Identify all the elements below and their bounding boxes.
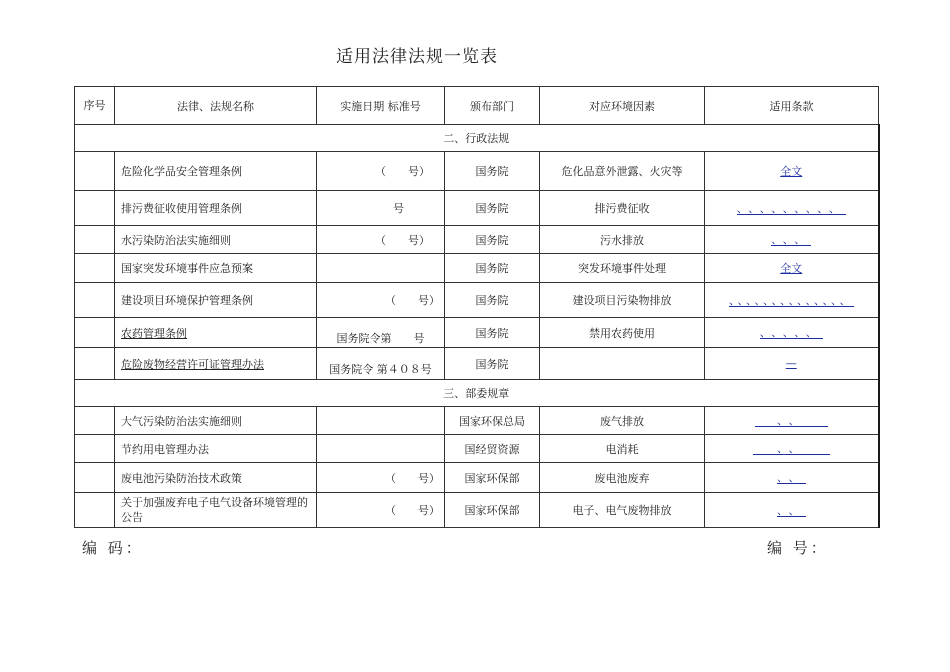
clause-cell[interactable] [705, 493, 879, 528]
factor-cell: 废电池废弃 [540, 463, 705, 493]
name-cell: 农药管理条例 [115, 318, 317, 348]
name-cell: 关于加强废弃电子电气设备环境管理的公告 [115, 493, 317, 528]
header-name: 法律、法规名称 [115, 87, 317, 125]
date-text: 国务院令第 号 [336, 331, 425, 345]
factor-cell: 电消耗 [540, 435, 705, 463]
clause-cell[interactable] [705, 226, 879, 254]
dept-cell: 国经贸资源 [445, 435, 540, 463]
name-cell: 水污染防治法实施细则 [115, 226, 317, 254]
seq-cell [75, 226, 115, 254]
clause-cell[interactable] [705, 152, 879, 191]
clause-link[interactable]: 、、、、、、、、、、、、、、 [729, 293, 854, 307]
name-cell: 危险化学品安全管理条例 [115, 152, 317, 191]
clause-link[interactable]: 、、、 [771, 233, 812, 246]
section-title: 二、行政法规 [75, 125, 879, 152]
section-row-admin [75, 125, 879, 152]
clause-cell[interactable] [705, 407, 879, 435]
table-row [75, 407, 879, 435]
header-clause: 适用条款 [705, 87, 879, 125]
table-row [75, 226, 879, 254]
header-factor: 对应环境因素 [540, 87, 705, 125]
seq-cell [75, 318, 115, 348]
dept-cell: 国务院 [445, 152, 540, 191]
name-cell: 危险废物经营许可证管理办法 [115, 348, 317, 380]
section-row-ministry [75, 380, 879, 407]
factor-cell: 废气排放 [540, 407, 705, 435]
name-cell: 排污费征收使用管理条例 [115, 191, 317, 226]
date-text: 国务院令 第４０８号 [329, 362, 432, 376]
seq-cell [75, 407, 115, 435]
clause-link[interactable]: 、、、、、 [759, 326, 823, 339]
clause-link[interactable]: 全文 [780, 262, 803, 275]
date-cell: （ 号） [317, 283, 445, 318]
seq-cell [75, 493, 115, 528]
table-row [75, 283, 879, 318]
header-dept: 颁布部门 [445, 87, 540, 125]
clause-link[interactable]: 、、 [777, 471, 806, 484]
factor-cell: 建设项目污染物排放 [540, 283, 705, 318]
clause-link[interactable]: — [785, 357, 797, 370]
clause-link[interactable]: 、、 [755, 416, 828, 427]
table-row [75, 318, 879, 348]
section-title: 三、部委规章 [75, 380, 879, 407]
name-cell: 大气污染防治法实施细则 [115, 407, 317, 435]
clause-cell[interactable] [705, 463, 879, 493]
clause-cell[interactable] [705, 318, 879, 348]
clause-cell[interactable] [705, 254, 879, 283]
table-row [75, 152, 879, 191]
clause-cell[interactable] [705, 348, 879, 380]
page-title: 适用法律法规一览表 [336, 47, 498, 67]
name-cell: 国家突发环境事件应急预案 [115, 254, 317, 283]
date-cell: （ 号） [317, 463, 445, 493]
table-row [75, 463, 879, 493]
date-cell [317, 254, 445, 283]
factor-cell: 突发环境事件处理 [540, 254, 705, 283]
date-cell [317, 407, 445, 435]
table-row [75, 254, 879, 283]
table-row [75, 493, 879, 528]
clause-link[interactable]: 、、、、、、、、、 [736, 201, 846, 215]
header-seq: 序号 [75, 87, 115, 125]
factor-cell: 污水排放 [540, 226, 705, 254]
factor-cell: 电子、电气废物排放 [540, 493, 705, 528]
date-cell [317, 348, 445, 380]
dept-cell: 国务院 [445, 318, 540, 348]
seq-cell [75, 348, 115, 380]
date-cell [317, 318, 445, 348]
dept-cell: 国务院 [445, 348, 540, 380]
dept-cell: 国家环保部 [445, 493, 540, 528]
factor-cell [540, 348, 705, 380]
name-cell: 节约用电管理办法 [115, 435, 317, 463]
clause-cell[interactable] [705, 191, 879, 226]
clause-cell[interactable] [705, 435, 879, 463]
table-row [75, 191, 879, 226]
factor-cell: 排污费征收 [540, 191, 705, 226]
table-row [75, 348, 879, 380]
seq-cell [75, 152, 115, 191]
date-cell [317, 435, 445, 463]
seq-cell [75, 283, 115, 318]
name-cell: 建设项目环境保护管理条例 [115, 283, 317, 318]
seq-cell [75, 191, 115, 226]
table-row [75, 435, 879, 463]
factor-cell: 禁用农药使用 [540, 318, 705, 348]
seq-cell [75, 254, 115, 283]
dept-cell: 国务院 [445, 254, 540, 283]
header-date: 实施日期 标准号 [317, 87, 445, 125]
footer-code-label: 编 码： [82, 539, 144, 557]
factor-cell: 危化品意外泄露、火灾等 [540, 152, 705, 191]
footer-number-label: 编 号： [767, 539, 829, 557]
clause-link[interactable]: 、、 [777, 503, 806, 517]
date-cell: （ 号） [317, 152, 445, 191]
dept-cell: 国务院 [445, 283, 540, 318]
date-cell: （ 号） [317, 226, 445, 254]
dept-cell: 国务院 [445, 191, 540, 226]
date-cell: （ 号） [317, 493, 445, 528]
date-cell: 号 [317, 191, 445, 226]
dept-cell: 国家环保总局 [445, 407, 540, 435]
seq-cell [75, 463, 115, 493]
table-header-row [75, 87, 879, 125]
dept-cell: 国家环保部 [445, 463, 540, 493]
regulations-table [74, 86, 880, 528]
clause-cell[interactable] [705, 283, 879, 318]
seq-cell [75, 435, 115, 463]
clause-link[interactable]: 全文 [780, 165, 803, 178]
clause-link[interactable]: 、、 [753, 444, 830, 455]
dept-cell: 国务院 [445, 226, 540, 254]
name-cell: 废电池污染防治技术政策 [115, 463, 317, 493]
